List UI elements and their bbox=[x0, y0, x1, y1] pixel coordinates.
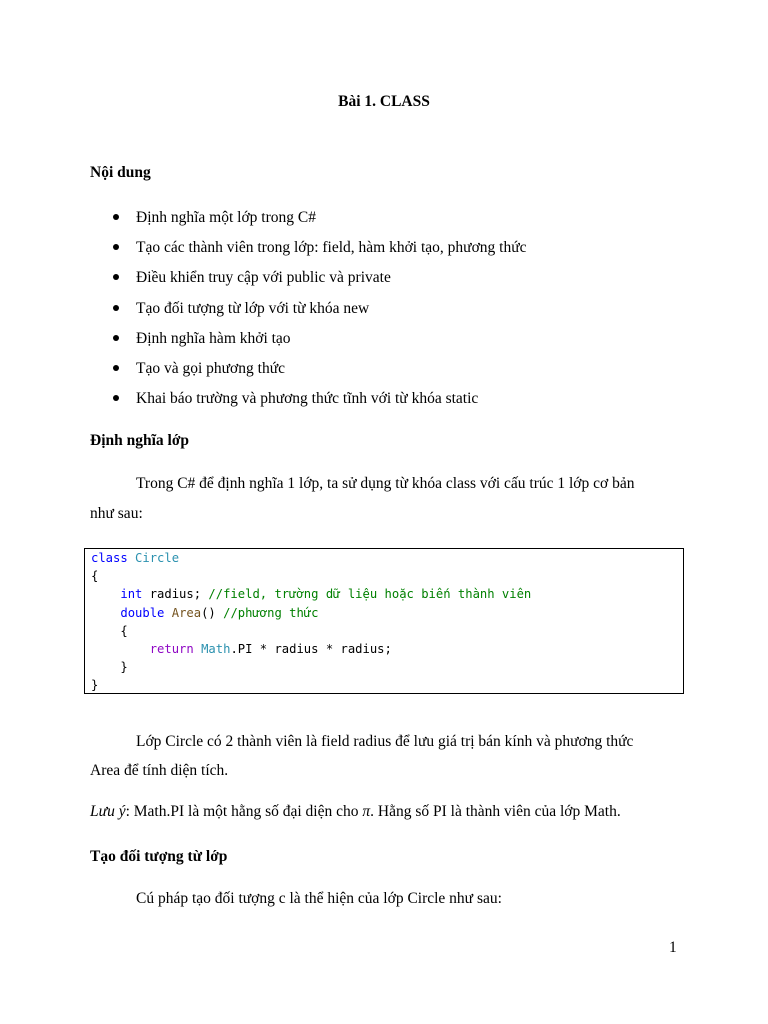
bullet-icon bbox=[113, 395, 119, 401]
heading-content: Nội dung bbox=[90, 164, 151, 181]
list-item: Định nghĩa một lớp trong C# bbox=[113, 209, 526, 239]
bullet-icon bbox=[113, 335, 119, 341]
list-item: Định nghĩa hàm khởi tạo bbox=[113, 330, 526, 360]
bullet-icon bbox=[113, 274, 119, 280]
page-number: 1 bbox=[669, 939, 677, 956]
bullet-icon bbox=[113, 244, 119, 250]
note-label: Lưu ý bbox=[90, 803, 126, 820]
create-paragraph: Cú pháp tạo đối tượng c là thể hiện của lớp Circle như sau: bbox=[136, 890, 502, 907]
code-text: class Circle { int radius; //field, trường dữ liệu hoặc biến thành viên double Area() //phương thức { return Math.PI * radius * radius; } } bbox=[91, 551, 532, 693]
bullet-icon bbox=[113, 365, 119, 371]
list-item: Tạo và gọi phương thức bbox=[113, 360, 526, 390]
bullet-icon bbox=[113, 305, 119, 311]
explain-line2: Area để tính diện tích. bbox=[90, 762, 229, 779]
content-list bbox=[113, 209, 526, 420]
list-item: Điều khiển truy cập với public và private bbox=[113, 269, 526, 299]
pi-symbol: π bbox=[362, 803, 371, 820]
list-item: Khai báo trường và phương thức tĩnh với từ khóa static bbox=[113, 390, 526, 420]
list-item: Tạo các thành viên trong lớp: field, hàm khởi tạo, phương thức bbox=[113, 239, 526, 269]
heading-define-class: Định nghĩa lớp bbox=[90, 432, 190, 449]
explain-line1: Lớp Circle có 2 thành viên là field radius để lưu giá trị bán kính và phương thức bbox=[136, 733, 634, 750]
list-item: Tạo đối tượng từ lớp với từ khóa new bbox=[113, 300, 526, 330]
code-block bbox=[84, 548, 684, 694]
page-title: Bài 1. CLASS bbox=[338, 93, 430, 110]
heading-create-object: Tạo đối tượng từ lớp bbox=[90, 848, 228, 865]
note-paragraph: Lưu ý: Math.PI là một hằng số đại diện cho π. Hằng số PI là thành viên của lớp Math. bbox=[90, 803, 621, 820]
define-paragraph-line1: Trong C# để định nghĩa 1 lớp, ta sử dụng từ khóa class với cấu trúc 1 lớp cơ bản bbox=[136, 475, 635, 492]
define-paragraph-line2: như sau: bbox=[90, 505, 143, 522]
bullet-icon bbox=[113, 214, 119, 220]
